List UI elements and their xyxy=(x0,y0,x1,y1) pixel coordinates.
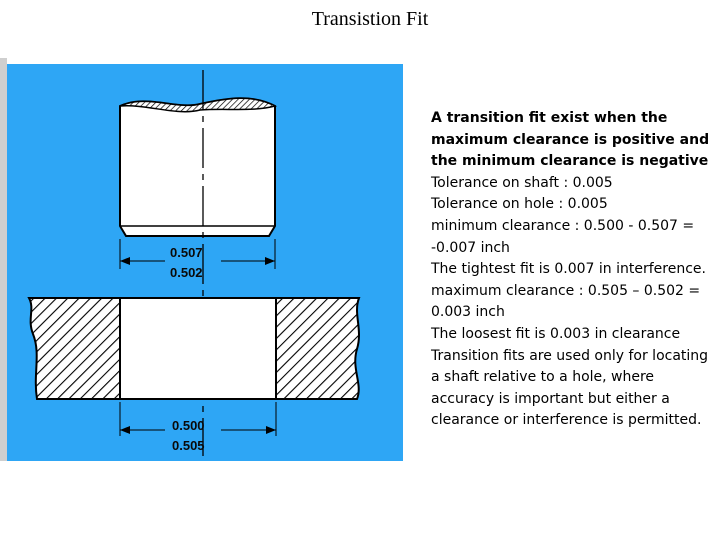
shaft-dim-max: 0.507 xyxy=(170,245,203,260)
hole-dim-max: 0.505 xyxy=(172,438,205,453)
hole-tolerance-text: Tolerance on hole : 0.005 xyxy=(431,196,608,213)
loosest-fit-text: The loosest fit is 0.003 in clearance xyxy=(431,325,681,342)
shaft-tolerance-text: Tolerance on shaft : 0.005 xyxy=(431,174,613,191)
tightest-fit-text: The tightest fit is 0.007 in interference. xyxy=(431,261,706,278)
side-bar xyxy=(0,58,7,461)
maximum-clearance-text: maximum clearance : 0.505 – 0.502 = 0.003 inch xyxy=(431,282,701,321)
usage-text: Transition fits are used only for locating a shaft relative to a hole, where accuracy is important but either a clearance or interference is permitted. xyxy=(431,347,709,429)
shaft xyxy=(120,98,275,236)
definition-text: A transition fit exist when the maximum clearance is positive and the minimum clearance is negative xyxy=(431,110,710,170)
slide-title: Transistion Fit xyxy=(311,8,429,30)
hole-dim-min: 0.500 xyxy=(172,418,205,433)
shaft-dim-min: 0.502 xyxy=(170,265,203,280)
transition-fit-diagram xyxy=(7,64,403,461)
minimum-clearance-text: minimum clearance : 0.500 - 0.507 = -0.007 inch xyxy=(431,217,695,256)
explanation-text xyxy=(431,108,711,432)
hole-block xyxy=(29,298,359,399)
